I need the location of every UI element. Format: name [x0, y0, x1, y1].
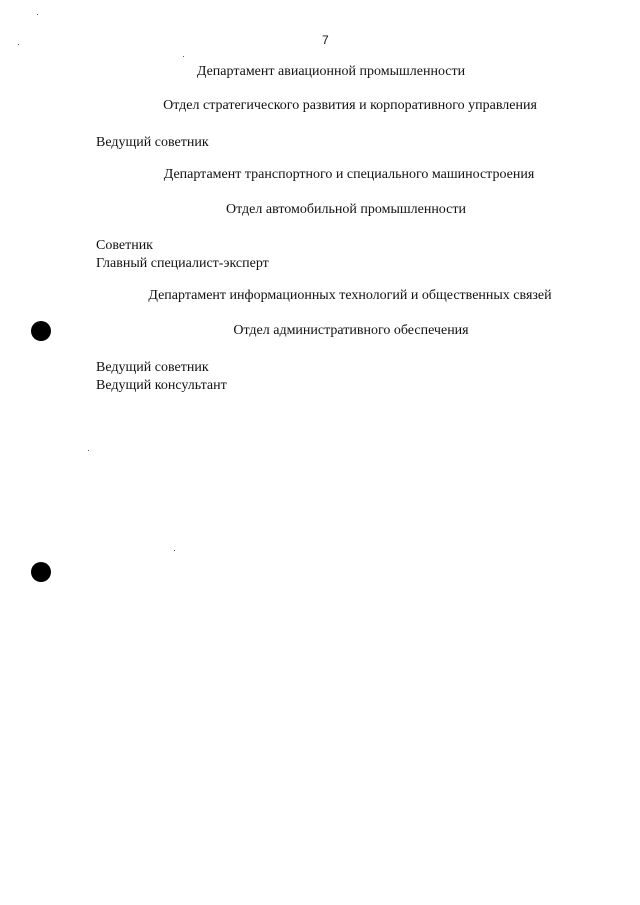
- scan-speck: [37, 14, 38, 15]
- scan-speck: [88, 450, 89, 451]
- division-heading: Отдел административного обеспечения: [233, 323, 469, 338]
- department-heading: Департамент авиационной промышленности: [196, 64, 466, 79]
- page-number: 7: [322, 33, 329, 47]
- position-item: Главный специалист-эксперт: [96, 256, 269, 271]
- punch-hole-top: [31, 321, 51, 341]
- punch-hole-bottom: [31, 562, 51, 582]
- position-item: Ведущий консультант: [96, 378, 227, 393]
- division-heading: Отдел стратегического развития и корпоративного управления: [163, 98, 537, 113]
- department-heading: Департамент информационных технологий и общественных связей: [148, 288, 552, 303]
- scan-speck: [18, 44, 19, 45]
- scan-speck: [183, 56, 184, 57]
- division-heading: Отдел автомобильной промышленности: [226, 202, 466, 217]
- department-heading: Департамент транспортного и специального машиностроения: [163, 167, 535, 182]
- position-item: Ведущий советник: [96, 360, 209, 375]
- position-item: Советник: [96, 238, 153, 253]
- position-item: Ведущий советник: [96, 135, 209, 150]
- scan-speck: [174, 550, 175, 551]
